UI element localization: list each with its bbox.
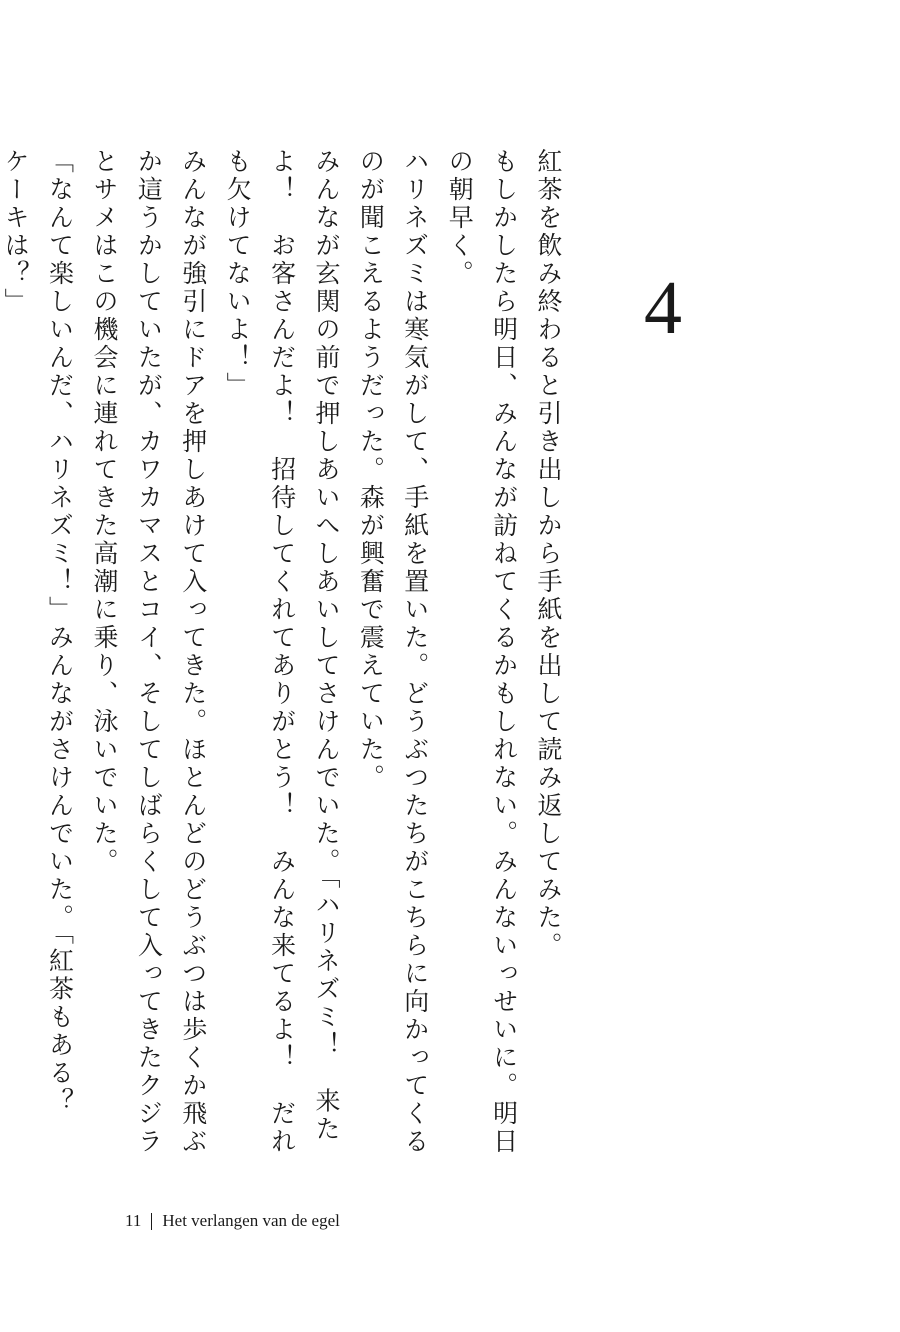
body-text [0,148,570,1158]
paragraph: 「なんて楽しいんだ、ハリネズミ！」みんながさけんでいた。「紅茶もある？ ケーキは？」 [1,148,75,1144]
paragraph: ハリネズミは寒気がして、手紙を置いた。どうぶつたちがこちらに向かってくるのが聞こえるようだった。森が興奮で震えていた。 [356,148,430,1156]
paragraph: 紅茶を飲み終わると引き出しから手紙を出して読み返してみた。 [534,148,563,960]
chapter-number: 4 [644,266,682,350]
page-footer [125,1211,340,1231]
page-number: 11 [125,1211,142,1230]
book-title: Het verlangen van de egel [162,1211,340,1230]
paragraph: もしかしたら明日、みんなが訪ねてくるかもしれない。みんないっせいに。明日の朝早く。 [445,148,519,1156]
footer-divider [151,1213,152,1230]
paragraph: みんなが強引にドアを押しあけて入ってきた。ほとんどのどうぶつは歩くか飛ぶか這うかしていたが、カワカマスとコイ、そしてしばらくして入ってきたクジラとサメはこの機会に連れてきた高潮に乗り、泳いでいた。 [89,148,208,1156]
paragraph: みんなが玄関の前で押しあいへしあいしてさけんでいた。「ハリネズミ！ 来たよ！ お客さんだよ！ 招待してくれてありがとう！ みんな来てるよ！ だれも欠けてないよ！」 [223,148,341,1156]
